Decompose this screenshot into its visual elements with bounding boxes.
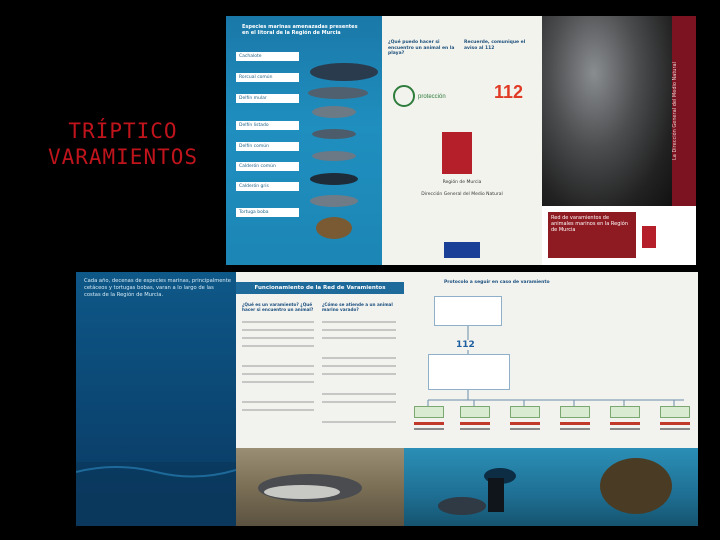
wave-photo [542,16,672,206]
functioning-title: Funcionamiento de la Red de Varamientos [236,282,404,294]
slide-title-line-2: VARAMIENTOS [47,145,199,169]
eu-flag [444,242,480,258]
whale-illustrations [226,16,382,265]
cover-panel [542,16,696,265]
brochure-outer-side [226,16,696,265]
emergency-number: 112 [494,82,524,102]
intro-text: Cada año, decenas de especies marinas, principalmente cetáceos y tortugas bobas, varan a lo largo de las costas de la Región de Murcia. [84,278,231,299]
contact-text: Dirección General del Medio Natural [421,192,503,197]
species-label: Delfín listado [236,121,299,130]
protocol-title: Protocolo a seguir en caso de varamiento [444,280,550,285]
species-label: Delfín común [236,142,299,151]
region-name: Región de Murcia [442,180,482,185]
vertical-strip: La Dirección General del Medio Natural [672,16,696,206]
species-panel-heading: Especies marinas amenazadas presentes en el litoral de la Región de Murcia [242,24,358,36]
flow-leaf [660,406,690,418]
info-question-2 [464,40,538,51]
small-coat-of-arms [642,226,656,248]
info-question-2-text: Recuerde, comunique el aviso al 112 [464,40,526,51]
functioning-col-1-text: ¿Qué es un varamiento? ¿Qué hacer si encuentro un animal? [242,302,314,313]
info-question [388,40,460,57]
slide-title [18,118,228,170]
species-label: Tortuga boba [236,208,299,217]
flow-leaf [460,406,490,418]
info-panel [382,16,542,265]
coat-of-arms [442,132,472,174]
diver-scene [404,448,698,526]
species-label: Calderón gris [236,182,299,191]
brochure-inner-side [76,272,698,526]
svg-text:protección: protección [418,94,446,100]
slide-title-line-1: TRÍPTICO [68,119,178,143]
species-panel [226,16,382,265]
intro-panel [76,272,236,526]
sea-texture [76,272,236,526]
functioning-col-2-text: ¿Cómo se atiende a un animal marino varado? [322,302,393,313]
species-label: Delfín mular [236,94,299,103]
info-question-text: ¿Qué puedo hacer si encuentro un animal en la playa? [388,40,455,56]
flow-112: 112 [456,340,475,350]
stranded-dolphin [236,448,404,526]
text-lines [236,312,404,462]
protocol-panel [404,272,698,526]
functioning-panel [236,272,404,526]
species-label: Cachalote [236,52,299,61]
species-label: Calderón común [236,162,299,171]
flow-leaf [610,406,640,418]
flow-leaf [510,406,540,418]
flow-leaf [560,406,590,418]
flow-leaf [414,406,444,418]
species-label: Rorcual común [236,73,299,82]
flow-notes [404,420,698,450]
cover-title-box: Red de varamientos de animales marinos en la Región de Murcia [548,212,636,258]
